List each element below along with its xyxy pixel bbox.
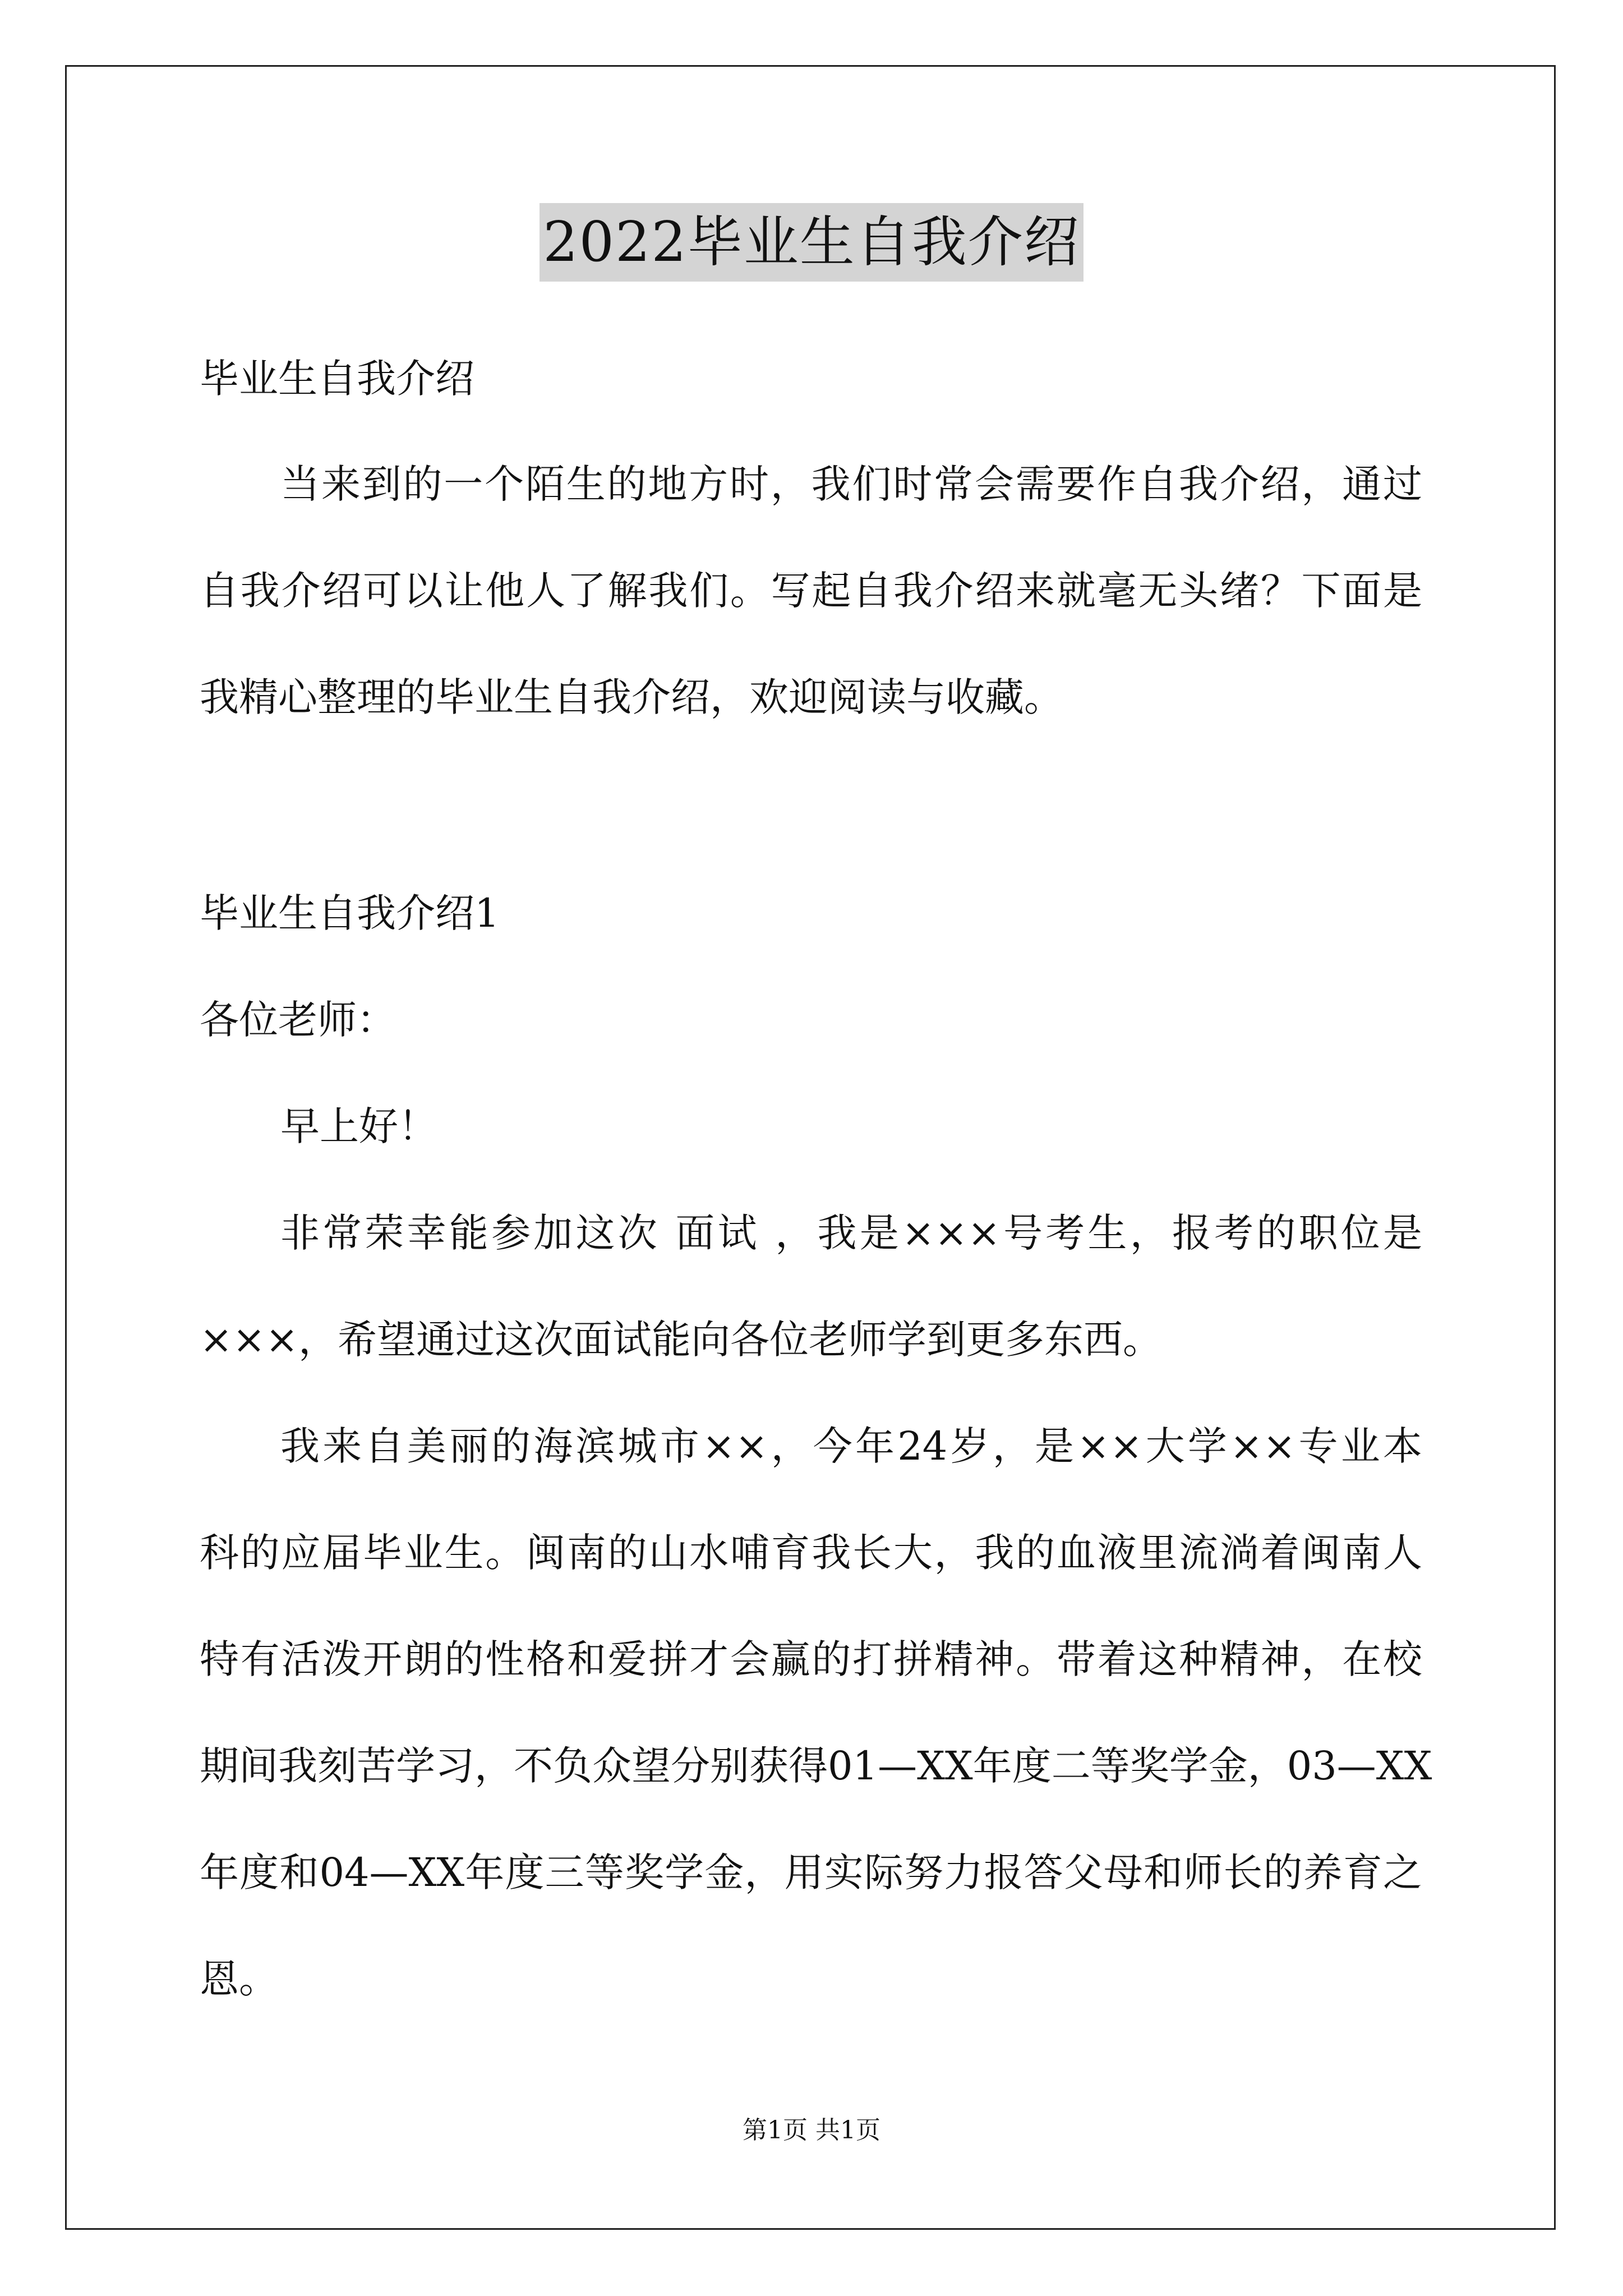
- salutation: 各位老师：: [200, 997, 396, 1043]
- paragraph-line: 当来到的一个陌生的地方时，我们时常会需要作自我介绍，通过: [280, 461, 1422, 507]
- paragraph-line: 我来自美丽的海滨城市××，今年24岁，是××大学××专业本: [280, 1423, 1422, 1469]
- paragraph-line: 我精心整理的毕业生自我介绍，欢迎阅读与收藏。: [200, 674, 1063, 720]
- document-title: 2022毕业生自我介绍: [540, 203, 1083, 282]
- paragraph-line: ×××，希望通过这次面试能向各位老师学到更多东西。: [200, 1317, 1162, 1363]
- paragraph-line: 特有活泼开朗的性格和爱拼才会赢的打拼精神。带着这种精神，在校: [200, 1636, 1422, 1682]
- paragraph-line: 年度和04—XX年度三等奖学金，用实际努力报答父母和师长的养育之: [200, 1849, 1422, 1895]
- title-container: [0, 203, 1623, 282]
- page-footer: 第1页 共1页: [743, 2116, 880, 2145]
- greeting: 早上好！: [280, 1103, 437, 1149]
- paragraph-line: 非常荣幸能参加这次 面试 ，我是×××号考生，报考的职位是: [280, 1210, 1422, 1256]
- section-heading: 毕业生自我介绍: [200, 356, 474, 402]
- section-heading: 毕业生自我介绍1: [200, 890, 500, 936]
- paragraph-line: 恩。: [200, 1956, 278, 2002]
- paragraph-line: 自我介绍可以让他人了解我们。写起自我介绍来就毫无头绪？下面是: [200, 568, 1422, 614]
- paragraph-line: 期间我刻苦学习，不负众望分别获得01—XX年度二等奖学金，03—XX: [200, 1743, 1432, 1789]
- paragraph-line: 科的应届毕业生。闽南的山水哺育我长大，我的血液里流淌着闽南人: [200, 1530, 1422, 1576]
